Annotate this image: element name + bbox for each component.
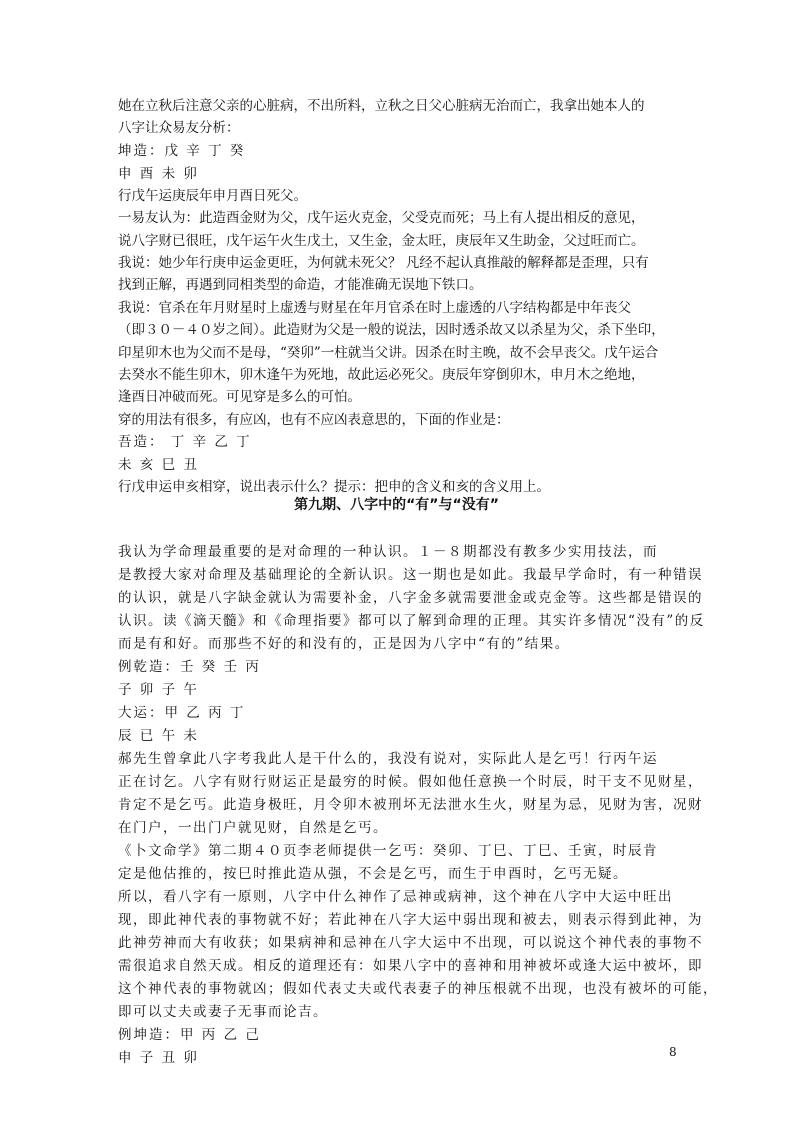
dayun-branches-line: 辰 已 午 未 bbox=[118, 728, 199, 744]
text-line: （即３０－４０岁之间）。此造财为父是一般的说法，因时透杀故又以杀星为父，杀下坐印， bbox=[118, 322, 665, 338]
text-line: 《卜文命学》第二期４０页李老师提供一乞丐：癸卯、丁巳、丁巳、壬寅，时辰肯 bbox=[118, 843, 658, 859]
text-line: 说八字财已很旺，戊午运午火生戊土，又生金，金太旺，庚辰年又生助金，父过旺而亡。 bbox=[118, 233, 645, 249]
text-line: 正在讨乞。八字有财行财运正是最穷的时候。假如他任意换一个时辰，时干支不见财星， bbox=[118, 774, 703, 790]
text-line: 找到正解，再遇到同相类型的命造，才能准确无误地下铁口。 bbox=[118, 277, 483, 293]
text-line: 认识。读《滴天髓》和《命理指要》都可以了解到命理的正理。其实许多情况“没有”的反 bbox=[118, 613, 705, 629]
text-line: 我说：她少年行庚申运金更旺，为何就未死父？ 凡经不起认真推敲的解释都是歪理，只有 bbox=[118, 255, 649, 271]
bazi-branches-line: 未 亥 巳 丑 bbox=[118, 457, 199, 473]
text-line: 她在立秋后注意父亲的心脏病，不出所料，立秋之日父心脏病无治而亡，我拿出她本人的 bbox=[118, 98, 645, 114]
text-line: 逢酉日冲破而死。可见穿是多么的可怕。 bbox=[118, 389, 361, 405]
dayun-stems-line: 大运：甲 乙 丙 丁 bbox=[118, 705, 246, 721]
text-line: 我认为学命理最重要的是对命理的一种认识。１－８期都没有教多少实用技法，而 bbox=[118, 544, 658, 560]
bazi-stems-line: 吾造： 丁 辛 乙 丁 bbox=[118, 434, 252, 450]
text-line: 去癸水不能生卯木，卯木逢午为死地，故此运必死父。庚辰年穿倒卯木，申月木之绝地， bbox=[118, 367, 645, 383]
text-line: 我说：官杀在年月财星时上虚透与财星在年月官杀在时上虚透的八字结构都是中年丧父 bbox=[118, 300, 631, 316]
bazi-branches-line: 申 子 丑 卯 bbox=[118, 1050, 199, 1066]
bazi-branches-line: 申 酉 未 卯 bbox=[118, 166, 199, 182]
text-line: 行戊申运申亥相穿，说出表示什么？提示：把申的含义和亥的含义用上。 bbox=[118, 479, 550, 495]
bazi-branches-line: 子 卯 子 午 bbox=[118, 682, 199, 698]
text-line: 行戊午运庚辰年申月酉日死父。 bbox=[118, 188, 307, 204]
text-line: 现，即此神代表的事物就不好；若此神在八字大运中弱出现和被去，则表示得到此神，为 bbox=[118, 912, 703, 928]
bazi-stems-line: 例坤造：甲 丙 乙 己 bbox=[118, 1027, 261, 1043]
text-line: 郝先生曾拿此八字考我此人是干什么的，我没有说对，实际此人是乞丐！行丙午运 bbox=[118, 751, 658, 767]
text-line: 这个神代表的事物就凶；假如代表丈夫或代表妻子的神压根就不出现，也没有被坏的可能， bbox=[118, 981, 718, 997]
text-line: 在门户，一出门户就见财，自然是乞丐。 bbox=[118, 820, 388, 836]
text-line: 穿的用法有很多，有应凶，也有不应凶表意思的，下面的作业是： bbox=[118, 412, 510, 428]
text-line: 一易友认为：此造酉金财为父，戊午运火克金，父受克而死；马上有人提出相反的意见， bbox=[118, 210, 645, 226]
text-line: 印星卯木也为父而不是母，“癸卯”一柱就当父讲。因杀在时主晚，故不会早丧父。戊午运合 bbox=[118, 345, 659, 361]
bazi-stems-line: 例乾造：壬 癸 壬 丙 bbox=[118, 659, 261, 675]
text-line: 八字让众易友分析： bbox=[118, 120, 240, 136]
text-line: 即可以丈夫或妻子无事而论吉。 bbox=[118, 1004, 328, 1020]
text-line: 所以，看八字有一原则，八字中什么神作了忌神或病神，这个神在八字中大运中旺出 bbox=[118, 889, 673, 905]
text-line: 是教授大家对命理及基础理论的全新认识。这一期也是如此。我最早学命时，有一种错误 bbox=[118, 567, 703, 583]
page-number: 8 bbox=[669, 1045, 677, 1059]
text-line: 肯定不是乞丐。此造身极旺，月令卯木被刑坏无法泄水生火，财星为忌，见财为害，况财 bbox=[118, 797, 703, 813]
text-line: 此神劳神而大有收获；如果病神和忌神在八字大运中不出现，可以说这个神代表的事物不 bbox=[118, 935, 703, 951]
text-line: 而是有和好。而那些不好的和没有的，正是因为八字中“有的”结果。 bbox=[118, 636, 570, 652]
bazi-stems-line: 坤造：戊 辛 丁 癸 bbox=[118, 143, 246, 159]
text-line: 定是他估推的，按巳时推此造从强，不会是乞丐，而生于申酉时，乞丐无疑。 bbox=[118, 866, 628, 882]
section-title: 第九期、八字中的“有”与“没有” bbox=[294, 497, 499, 513]
text-line: 的认识，就是八字缺金就认为需要补金，八字金多就需要泄金或克金等。这些都是错误的 bbox=[118, 590, 703, 606]
text-line: 需很追求自然天成。相反的道理还有：如果八字中的喜神和用神被坏或逢大运中被坏，即 bbox=[118, 958, 703, 974]
